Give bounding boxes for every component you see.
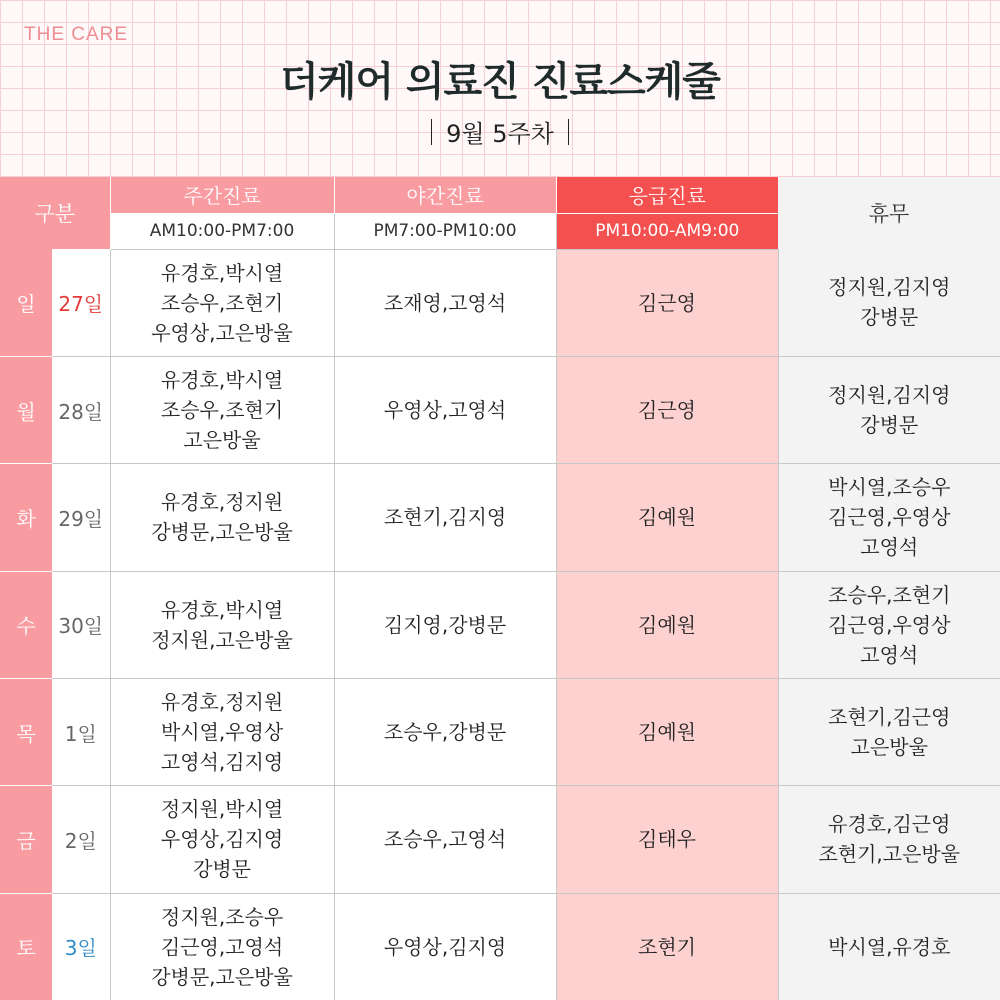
staff-names-line: 고영석 [860, 535, 919, 560]
staff-names-line: 조승우,조현기 [160, 398, 284, 423]
staff-names-line: 김예원 [638, 612, 696, 637]
emergency-cell [556, 678, 778, 785]
schedule-body [0, 249, 1000, 1000]
day-clinic-cell [110, 571, 334, 678]
off-cell [778, 249, 1000, 356]
day-clinic-cell [110, 249, 334, 356]
date-cell: 27일 [52, 249, 110, 356]
staff-names-line: 김근영,고영석 [160, 934, 284, 959]
staff-names-line: 고은방울 [183, 428, 261, 453]
staff-names-line: 우영상,고은방울 [151, 320, 293, 345]
staff-names-line: 유경호,정지원 [160, 690, 284, 715]
header-night-clinic-time: PM7:00-PM10:00 [334, 213, 556, 249]
emergency-cell [556, 893, 778, 1000]
weekday-cell: 화 [0, 464, 52, 571]
staff-names-line: 정지원,박시열 [160, 797, 284, 822]
header-day-clinic-time: AM10:00-PM7:00 [110, 213, 334, 249]
day-clinic-cell [110, 678, 334, 785]
emergency-cell [556, 786, 778, 893]
staff-names-line: 강병문 [860, 413, 919, 438]
header-night-clinic: 야간진료 [334, 177, 556, 213]
off-cell [778, 356, 1000, 463]
date-cell: 3일 [52, 893, 110, 1000]
date-cell: 1일 [52, 678, 110, 785]
staff-names-line: 박시열,조승우 [828, 475, 951, 500]
emergency-cell [556, 571, 778, 678]
staff-names-line: 고영석,김지영 [160, 750, 284, 775]
off-cell [778, 893, 1000, 1000]
header-row-top [0, 177, 1000, 213]
staff-names-line: 고영석 [860, 642, 919, 667]
staff-names-line: 조재영,고영석 [383, 290, 507, 315]
weekday-cell: 목 [0, 678, 52, 785]
night-clinic-cell [334, 678, 556, 785]
staff-names-line: 유경호,박시열 [160, 597, 284, 622]
weekday-cell: 수 [0, 571, 52, 678]
table-row [0, 893, 1000, 1000]
staff-names-line: 김근영,우영상 [828, 505, 951, 530]
staff-names-line: 우영상,김지영 [160, 827, 284, 852]
week-label: 9월 5주차 [446, 120, 554, 148]
subtitle-divider-left [431, 119, 432, 145]
staff-names-line: 박시열,유경호 [828, 934, 951, 959]
night-clinic-cell [334, 464, 556, 571]
staff-names-line: 조승우,고영석 [383, 827, 507, 852]
staff-names-line: 유경호,김근영 [828, 812, 951, 837]
night-clinic-cell [334, 249, 556, 356]
staff-names-line: 우영상,김지영 [383, 934, 507, 959]
brand-logo: THE CARE [24, 24, 129, 45]
date-cell: 30일 [52, 571, 110, 678]
header-division: 구분 [0, 177, 110, 249]
staff-names-line: 조승우,조현기 [828, 582, 951, 607]
emergency-cell [556, 464, 778, 571]
staff-names-line: 김근영 [638, 398, 696, 423]
staff-names-line: 김예원 [638, 505, 696, 530]
staff-names-line: 정지원,김지영 [828, 275, 951, 300]
page-subtitle [0, 114, 1000, 149]
night-clinic-cell [334, 893, 556, 1000]
staff-names-line: 강병문 [193, 857, 251, 882]
staff-names-line: 정지원,김지영 [828, 383, 951, 408]
staff-names-line: 정지원,조승우 [160, 904, 284, 929]
table-row [0, 786, 1000, 893]
date-cell: 2일 [52, 786, 110, 893]
staff-names-line: 조승우,강병문 [383, 720, 507, 745]
off-cell [778, 786, 1000, 893]
table-row [0, 678, 1000, 785]
staff-names-line: 김근영 [638, 290, 696, 315]
staff-names-line: 조현기,김지영 [383, 505, 507, 530]
weekday-cell: 금 [0, 786, 52, 893]
weekday-cell: 토 [0, 893, 52, 1000]
staff-names-line: 강병문 [860, 305, 919, 330]
night-clinic-cell [334, 786, 556, 893]
staff-names-line: 유경호,박시열 [160, 260, 284, 285]
header-emergency-time: PM10:00-AM9:00 [556, 213, 778, 249]
header-day-clinic: 주간진료 [110, 177, 334, 213]
table-row [0, 356, 1000, 463]
staff-names-line: 조현기 [638, 934, 696, 959]
header-emergency: 응급진료 [556, 177, 778, 213]
staff-names-line: 우영상,고영석 [383, 398, 507, 423]
staff-names-line: 조현기,김근영 [828, 705, 951, 730]
staff-names-line: 조승우,조현기 [160, 290, 284, 315]
date-cell: 28일 [52, 356, 110, 463]
header-off: 휴무 [778, 177, 1000, 249]
off-cell [778, 464, 1000, 571]
table-row [0, 571, 1000, 678]
schedule-table [0, 177, 1000, 1000]
staff-names-line: 김지영,강병문 [383, 612, 507, 637]
staff-names-line: 조현기,고은방울 [818, 842, 961, 867]
off-cell [778, 571, 1000, 678]
date-cell: 29일 [52, 464, 110, 571]
table-row [0, 249, 1000, 356]
off-cell [778, 678, 1000, 785]
night-clinic-cell [334, 571, 556, 678]
staff-names-line: 김태우 [638, 827, 696, 852]
day-clinic-cell [110, 893, 334, 1000]
staff-names-line: 박시열,우영상 [160, 720, 284, 745]
staff-names-line: 유경호,박시열 [160, 368, 284, 393]
staff-names-line: 강병문,고은방울 [151, 520, 293, 545]
day-clinic-cell [110, 786, 334, 893]
staff-names-line: 정지원,고은방울 [151, 627, 293, 652]
staff-names-line: 고은방울 [850, 735, 928, 760]
subtitle-divider-right [568, 119, 569, 145]
day-clinic-cell [110, 464, 334, 571]
night-clinic-cell [334, 356, 556, 463]
weekday-cell: 월 [0, 356, 52, 463]
staff-names-line: 유경호,정지원 [160, 490, 284, 515]
staff-names-line: 김예원 [638, 720, 696, 745]
day-clinic-cell [110, 356, 334, 463]
emergency-cell [556, 249, 778, 356]
staff-names-line: 김근영,우영상 [828, 612, 951, 637]
staff-names-line: 강병문,고은방울 [151, 964, 293, 989]
weekday-cell: 일 [0, 249, 52, 356]
table-row [0, 464, 1000, 571]
page-title: 더케어 의료진 진료스케줄 [280, 59, 720, 105]
emergency-cell [556, 356, 778, 463]
